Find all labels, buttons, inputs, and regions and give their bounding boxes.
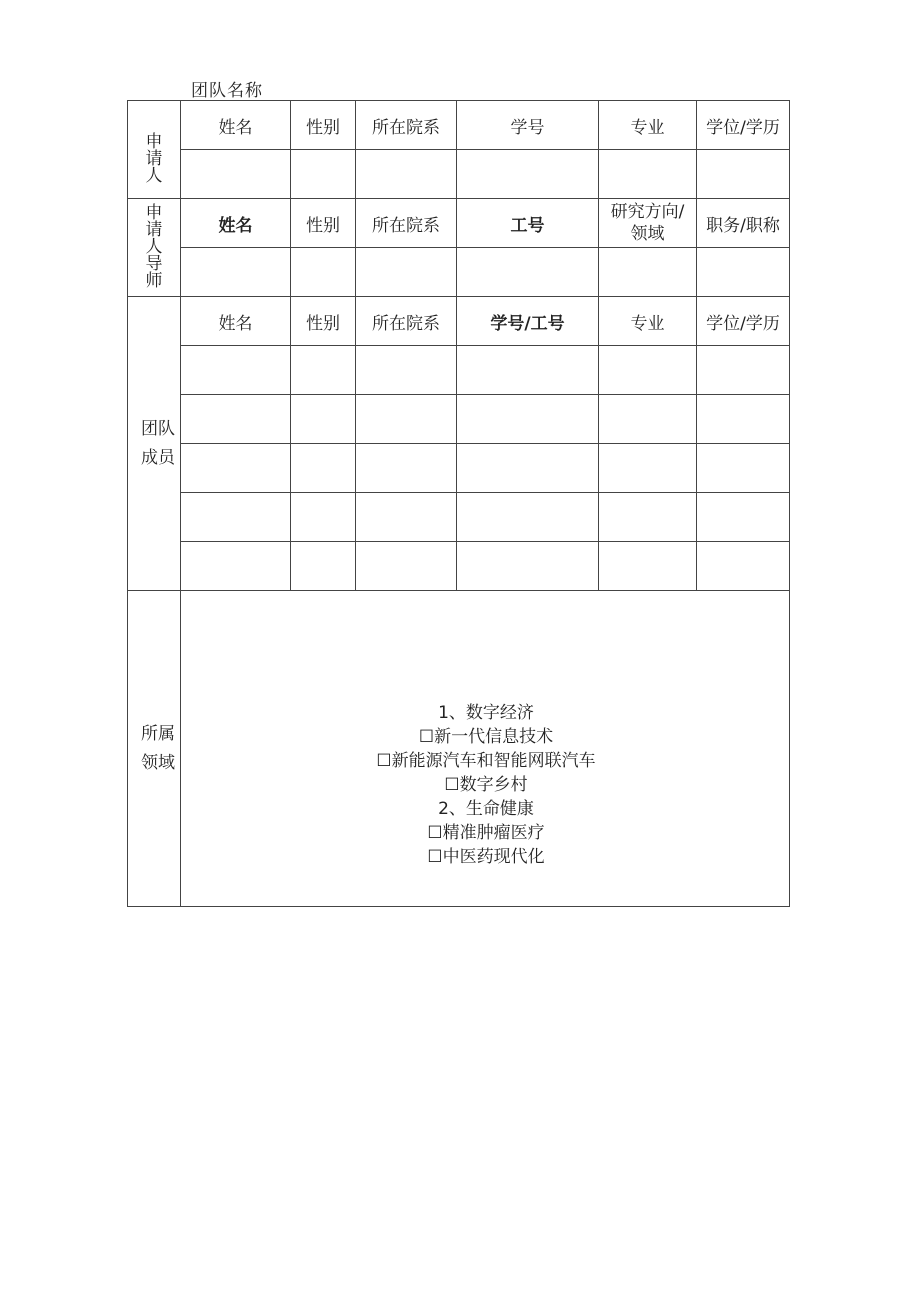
member-id-field[interactable]	[457, 395, 599, 444]
applicant-name-field[interactable]	[181, 150, 291, 199]
applicant-header-degree: 学位/学历	[697, 101, 790, 150]
member-major-field[interactable]	[599, 444, 697, 493]
member-name-field[interactable]	[181, 395, 291, 444]
member-row	[128, 444, 790, 493]
advisor-header-staff-id: 工号	[457, 199, 599, 248]
domain-options-list	[181, 629, 789, 869]
advisor-department-field[interactable]	[356, 248, 457, 297]
applicant-header-major: 专业	[599, 101, 697, 150]
member-row	[128, 395, 790, 444]
member-degree-field[interactable]	[697, 346, 790, 395]
applicant-student-id-field[interactable]	[457, 150, 599, 199]
member-department-field[interactable]	[356, 493, 457, 542]
members-header-major: 专业	[599, 297, 697, 346]
applicant-department-field[interactable]	[356, 150, 457, 199]
members-header-department: 所在院系	[356, 297, 457, 346]
advisor-title-field[interactable]	[697, 248, 790, 297]
member-department-field[interactable]	[356, 346, 457, 395]
application-form-table	[127, 100, 790, 907]
member-id-field[interactable]	[457, 444, 599, 493]
members-header-name: 姓名	[181, 297, 291, 346]
applicant-degree-field[interactable]	[697, 150, 790, 199]
members-header-id: 学号/工号	[457, 297, 599, 346]
advisor-header-name: 姓名	[181, 199, 291, 248]
member-degree-field[interactable]	[697, 493, 790, 542]
member-degree-field[interactable]	[697, 444, 790, 493]
advisor-header-gender: 性别	[291, 199, 356, 248]
member-gender-field[interactable]	[291, 542, 356, 591]
member-row	[128, 493, 790, 542]
domain-checkbox-next-gen-it[interactable]: ☐新一代信息技术	[418, 726, 554, 747]
advisor-header-department: 所在院系	[356, 199, 457, 248]
domain-checkbox-tcm-modernization[interactable]: ☐中医药现代化	[427, 846, 545, 867]
member-major-field[interactable]	[599, 542, 697, 591]
member-name-field[interactable]	[181, 444, 291, 493]
member-gender-field[interactable]	[291, 395, 356, 444]
applicant-header-gender: 性别	[291, 101, 356, 150]
member-gender-field[interactable]	[291, 346, 356, 395]
applicant-header-department: 所在院系	[356, 101, 457, 150]
member-department-field[interactable]	[356, 444, 457, 493]
applicant-input-row	[128, 150, 790, 199]
domain-checkbox-nev-connected-vehicles[interactable]: ☐新能源汽车和智能网联汽车	[376, 750, 596, 771]
member-id-field[interactable]	[457, 542, 599, 591]
advisor-header-row	[128, 199, 790, 248]
members-header-row	[128, 297, 790, 346]
advisor-name-field[interactable]	[181, 248, 291, 297]
member-name-field[interactable]	[181, 542, 291, 591]
applicant-header-name: 姓名	[181, 101, 291, 150]
domain-options-cell	[181, 591, 790, 907]
advisor-gender-field[interactable]	[291, 248, 356, 297]
member-department-field[interactable]	[356, 542, 457, 591]
applicant-gender-field[interactable]	[291, 150, 356, 199]
members-header-degree: 学位/学历	[697, 297, 790, 346]
advisor-staff-id-field[interactable]	[457, 248, 599, 297]
advisor-header-research-field: 研究方向/ 领域	[599, 199, 697, 248]
domain-category-life-health: 2、生命健康	[438, 798, 534, 819]
member-gender-field[interactable]	[291, 444, 356, 493]
member-degree-field[interactable]	[697, 395, 790, 444]
advisor-header-title: 职务/职称	[697, 199, 790, 248]
member-id-field[interactable]	[457, 493, 599, 542]
advisor-section-label: 申 请 人 导 师	[128, 199, 181, 297]
applicant-section-label: 申 请 人	[128, 101, 181, 199]
member-row	[128, 542, 790, 591]
applicant-major-field[interactable]	[599, 150, 697, 199]
member-name-field[interactable]	[181, 346, 291, 395]
advisor-research-field-field[interactable]	[599, 248, 697, 297]
domain-section-label: 所属 领域	[128, 591, 181, 907]
member-department-field[interactable]	[356, 395, 457, 444]
domain-checkbox-precision-oncology[interactable]: ☐精准肿瘤医疗	[427, 822, 545, 843]
domain-category-digital-economy: 1、数字经济	[438, 702, 534, 723]
member-id-field[interactable]	[457, 346, 599, 395]
advisor-input-row	[128, 248, 790, 297]
member-row	[128, 346, 790, 395]
member-name-field[interactable]	[181, 493, 291, 542]
applicant-header-student-id: 学号	[457, 101, 599, 150]
member-major-field[interactable]	[599, 346, 697, 395]
members-section-label: 团队 成员	[128, 297, 181, 591]
members-header-gender: 性别	[291, 297, 356, 346]
member-major-field[interactable]	[599, 493, 697, 542]
domain-checkbox-digital-village[interactable]: ☐数字乡村	[444, 774, 528, 795]
applicant-header-row	[128, 101, 790, 150]
member-major-field[interactable]	[599, 395, 697, 444]
domain-row	[128, 591, 790, 907]
member-degree-field[interactable]	[697, 542, 790, 591]
member-gender-field[interactable]	[291, 493, 356, 542]
team-name-label: 团队名称	[191, 81, 263, 101]
